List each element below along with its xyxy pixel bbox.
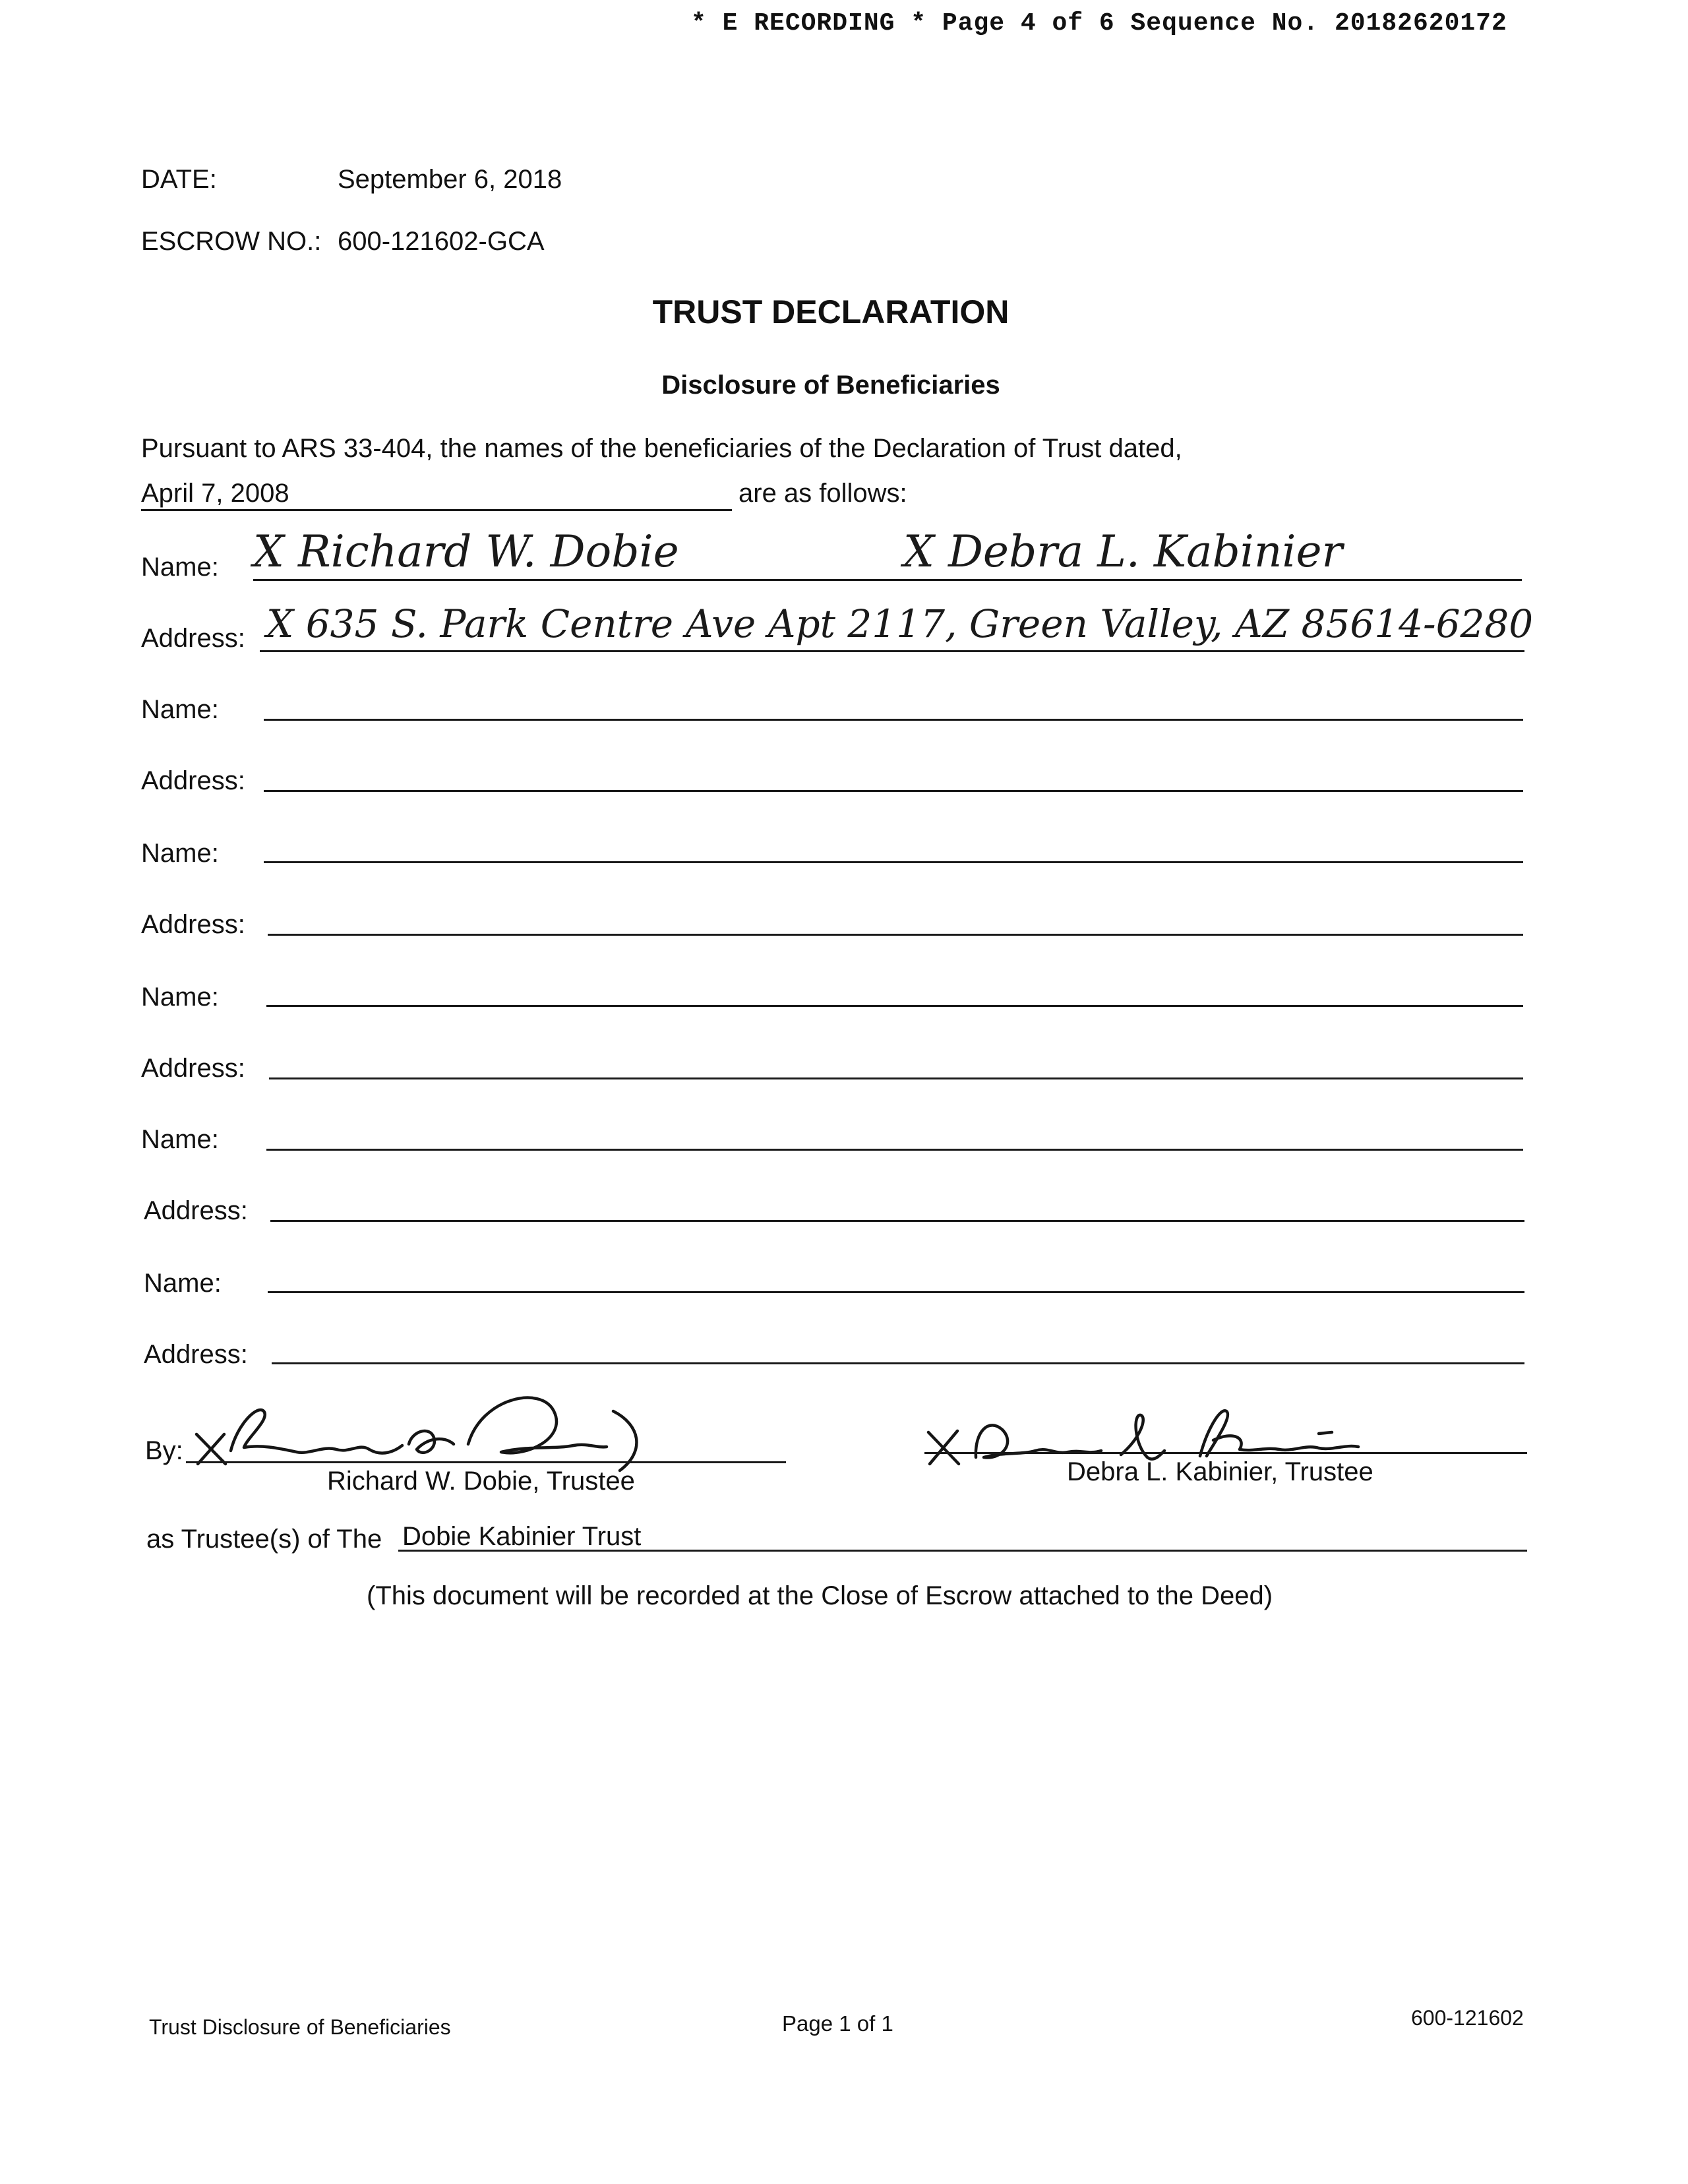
address-line-5: [270, 1220, 1524, 1222]
address-line-3: [268, 934, 1523, 936]
address-label-1: Address:: [141, 624, 245, 653]
name-label-6: Name:: [144, 1269, 222, 1298]
trustee-1-label: Richard W. Dobie, Trustee: [327, 1467, 635, 1496]
date-label: DATE:: [141, 165, 217, 194]
document-title: TRUST DECLARATION: [652, 293, 1010, 330]
intro-text: Pursuant to ARS 33-404, the names of the beneficiaries of the Declaration of Trust dated,: [141, 434, 1182, 463]
trust-date: April 7, 2008: [141, 479, 289, 508]
beneficiary-address-1: X 635 S. Park Centre Ave Apt 2117, Green Valley, AZ 85614-6280: [266, 601, 1534, 646]
name-line-6: [268, 1291, 1524, 1293]
document-subtitle: Disclosure of Beneficiaries: [661, 371, 1000, 400]
name-line-1: [253, 579, 1522, 581]
address-label-5: Address:: [144, 1196, 248, 1225]
name-line-2: [264, 719, 1523, 721]
footer-left: Trust Disclosure of Beneficiaries: [149, 2015, 451, 2039]
name-line-4: [266, 1005, 1523, 1007]
trustee-2-label: Debra L. Kabinier, Trustee: [1067, 1457, 1373, 1486]
address-label-6: Address:: [144, 1340, 248, 1369]
signature-line-2: [924, 1452, 1527, 1454]
trust-label: as Trustee(s) of The: [146, 1525, 382, 1554]
recording-note: (This document will be recorded at the Close of Escrow attached to the Deed): [367, 1581, 1273, 1610]
name-line-5: [266, 1149, 1523, 1151]
address-label-3: Address:: [141, 910, 245, 939]
date-value: September 6, 2018: [338, 165, 562, 194]
beneficiary-name-1b: X Debra L. Kabinier: [903, 526, 1343, 577]
intro-suffix: are as follows:: [738, 479, 907, 508]
address-label-2: Address:: [141, 766, 245, 795]
escrow-value: 600-121602-GCA: [338, 227, 545, 256]
escrow-label: ESCROW NO.:: [141, 227, 322, 256]
name-label-5: Name:: [141, 1125, 219, 1154]
trust-name: Dobie Kabinier Trust: [402, 1522, 642, 1551]
address-line-6: [272, 1362, 1524, 1364]
footer-right: 600-121602: [1411, 2006, 1524, 2030]
name-label-3: Name:: [141, 839, 219, 868]
name-label-4: Name:: [141, 983, 219, 1012]
by-label: By:: [145, 1436, 183, 1465]
name-line-3: [264, 861, 1523, 863]
address-label-4: Address:: [141, 1054, 245, 1083]
signature-line-1: [186, 1461, 786, 1463]
address-line-2: [264, 790, 1523, 792]
name-label-2: Name:: [141, 695, 219, 724]
name-label-1: Name:: [141, 553, 219, 582]
address-line-1: [260, 650, 1524, 652]
trust-date-line: [141, 509, 732, 511]
address-line-4: [269, 1077, 1523, 1079]
footer-page: Page 1 of 1: [782, 2011, 893, 2036]
beneficiary-name-1a: X Richard W. Dobie: [253, 526, 679, 577]
trust-line: [398, 1550, 1527, 1552]
recording-stamp: * E RECORDING * Page 4 of 6 Sequence No. 20182620172: [691, 9, 1507, 38]
